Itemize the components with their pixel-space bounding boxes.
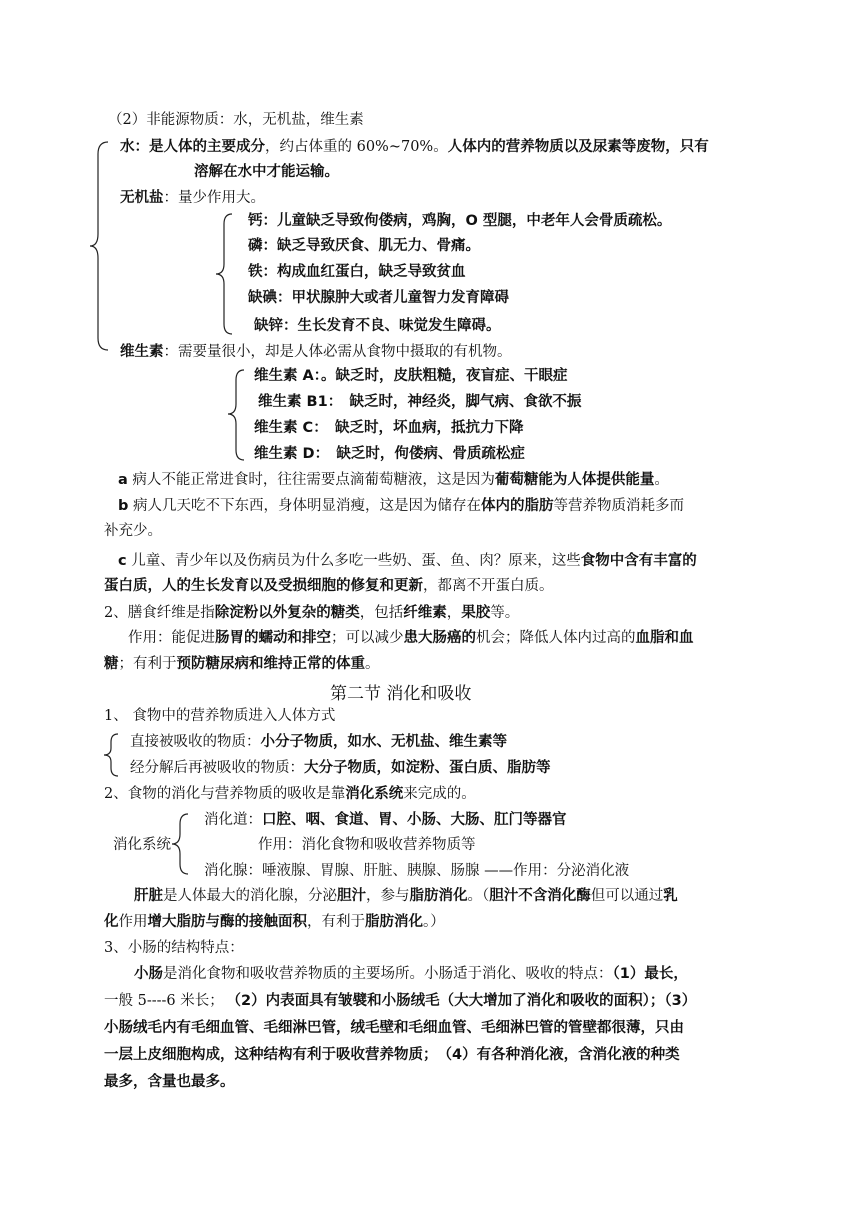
liver-line-cont: 化作用增大脂肪与酶的接触面积，有利于脂肪消化。） bbox=[104, 914, 445, 930]
vitamin-brace-icon bbox=[228, 368, 246, 464]
mineral-item: 磷：缺乏导致厌食、肌无力、骨痛。 bbox=[248, 238, 480, 254]
note-c: c 儿童、青少年以及伤病员为什么多吃一些奶、蛋、鱼、肉？原来，这些食物中含有丰富的 bbox=[118, 553, 697, 569]
note-a: a 病人不能正常进食时，往往需要点滴葡萄糖液，这是因为葡萄糖能为人体提供能量。 bbox=[118, 472, 669, 488]
vitamin-line: 维生素：需要量很小，却是人体必需从食物中摄取的有机物。 bbox=[120, 344, 512, 360]
note-c-cont: 蛋白质，人的生长发育以及受损细胞的修复和更新，都离不开蛋白质。 bbox=[104, 578, 554, 594]
digestive-tract: 消化道：口腔、咽、食道、胃、小肠、大肠、肛门等器官 bbox=[204, 812, 567, 828]
mineral-item: 铁：构成血红蛋白，缺乏导致贫血 bbox=[248, 264, 466, 280]
small-intestine-line-4: 一层上皮细胞构成，这种结构有利于吸收营养物质； （4）有各种消化液，含消化液的种类 bbox=[104, 1047, 680, 1063]
mineral-item: 钙：儿童缺乏导致佝偻病，鸡胸，O 型腿，中老年人会骨质疏松。 bbox=[248, 213, 672, 229]
digestive-tract-function: 作用：消化食物和吸收营养物质等 bbox=[258, 837, 476, 853]
vitamin-item: 维生素 A：。缺乏时，皮肤粗糙，夜盲症、干眼症 bbox=[254, 368, 568, 384]
vitamin-item: 维生素 D： 缺乏时，佝偻病、骨质疏松症 bbox=[254, 446, 525, 462]
direct-absorb: 直接被吸收的物质：小分子物质，如水、无机盐、维生素等 bbox=[130, 734, 507, 750]
vitamin-term: 维生素 bbox=[120, 344, 164, 360]
sec2-point-2: 2、食物的消化与营养物质的吸收是靠消化系统来完成的。 bbox=[104, 786, 476, 802]
vitamin-item: 维生素 B1： 缺乏时，神经炎，脚气病、食欲不振 bbox=[258, 394, 582, 410]
small-intestine-line-1: 小肠是消化食物和吸收营养物质的主要场所。小肠适于消化、吸收的特点：（1）最长， bbox=[134, 966, 688, 982]
liver-line: 肝脏是人体最大的消化腺，分泌胆汁，参与脂肪消化。（胆汁不含消化酶但可以通过乳 bbox=[134, 888, 678, 904]
indirect-absorb: 经分解后再被吸收的物质：大分子物质，如淀粉、蛋白质、脂肪等 bbox=[130, 760, 551, 776]
section-title: 第二节 消化和吸收 bbox=[330, 684, 472, 704]
water-line-2: 溶解在水中才能运输。 bbox=[194, 164, 339, 180]
sec2-point-1: 1、 食物中的营养物质进入人体方式 bbox=[104, 708, 336, 724]
small-intestine-line-2: 一般 5----6 米长； （2）内表面具有皱襞和小肠绒毛（大大增加了消化和吸收的面积）；（3） bbox=[104, 993, 697, 1009]
absorb-brace-icon bbox=[104, 732, 120, 778]
small-intestine-line-3: 小肠绒毛内有毛细血管、毛细淋巴管，绒毛壁和毛细血管、毛细淋巴管的管壁都很薄，只由 bbox=[104, 1020, 684, 1036]
fiber-definition: 2、膳食纤维是指除淀粉以外复杂的糖类，包括纤维素，果胶等。 bbox=[104, 605, 520, 621]
mineral-brace-icon bbox=[216, 212, 234, 338]
mineral-line: 无机盐：量少作用大。 bbox=[120, 190, 265, 206]
outer-brace-icon bbox=[90, 140, 110, 352]
digestive-system-label: 消化系统 bbox=[113, 837, 171, 853]
system-brace-icon bbox=[172, 812, 190, 878]
note-b-cont: 补充少。 bbox=[104, 523, 162, 539]
fiber-function-cont: 糖；有利于预防糖尿病和维持正常的体重。 bbox=[104, 656, 380, 672]
mineral-item: 缺锌：生长发育不良、味觉发生障碍。 bbox=[254, 318, 501, 334]
water-line: 水：是人体的主要成分，约占体重的 60%~70%。人体内的营养物质以及尿素等废物，只有 bbox=[120, 139, 709, 155]
small-intestine-line-5: 最多，含量也最多。 bbox=[104, 1074, 235, 1090]
mineral-item: 缺碘：甲状腺肿大或者儿童智力发育障碍 bbox=[248, 290, 509, 306]
heading-non-energy: （2）非能源物质：水，无机盐，维生素 bbox=[108, 112, 364, 128]
water-term: 水：是人体的主要成分 bbox=[120, 139, 265, 155]
sec2-point-3: 3、小肠的结构特点： bbox=[104, 940, 244, 956]
note-b: b 病人几天吃不下东西，身体明显消瘦，这是因为储存在体内的脂肪等营养物质消耗多而 bbox=[118, 498, 684, 514]
mineral-term: 无机盐 bbox=[120, 190, 164, 206]
fiber-function: 作用：能促进肠胃的蠕动和排空；可以减少患大肠癌的机会；降低人体内过高的血脂和血 bbox=[128, 630, 694, 646]
digestive-glands: 消化腺：唾液腺、胃腺、肝脏、胰腺、肠腺 ——作用：分泌消化液 bbox=[204, 863, 630, 879]
vitamin-item: 维生素 C： 缺乏时，坏血病，抵抗力下降 bbox=[254, 420, 524, 436]
